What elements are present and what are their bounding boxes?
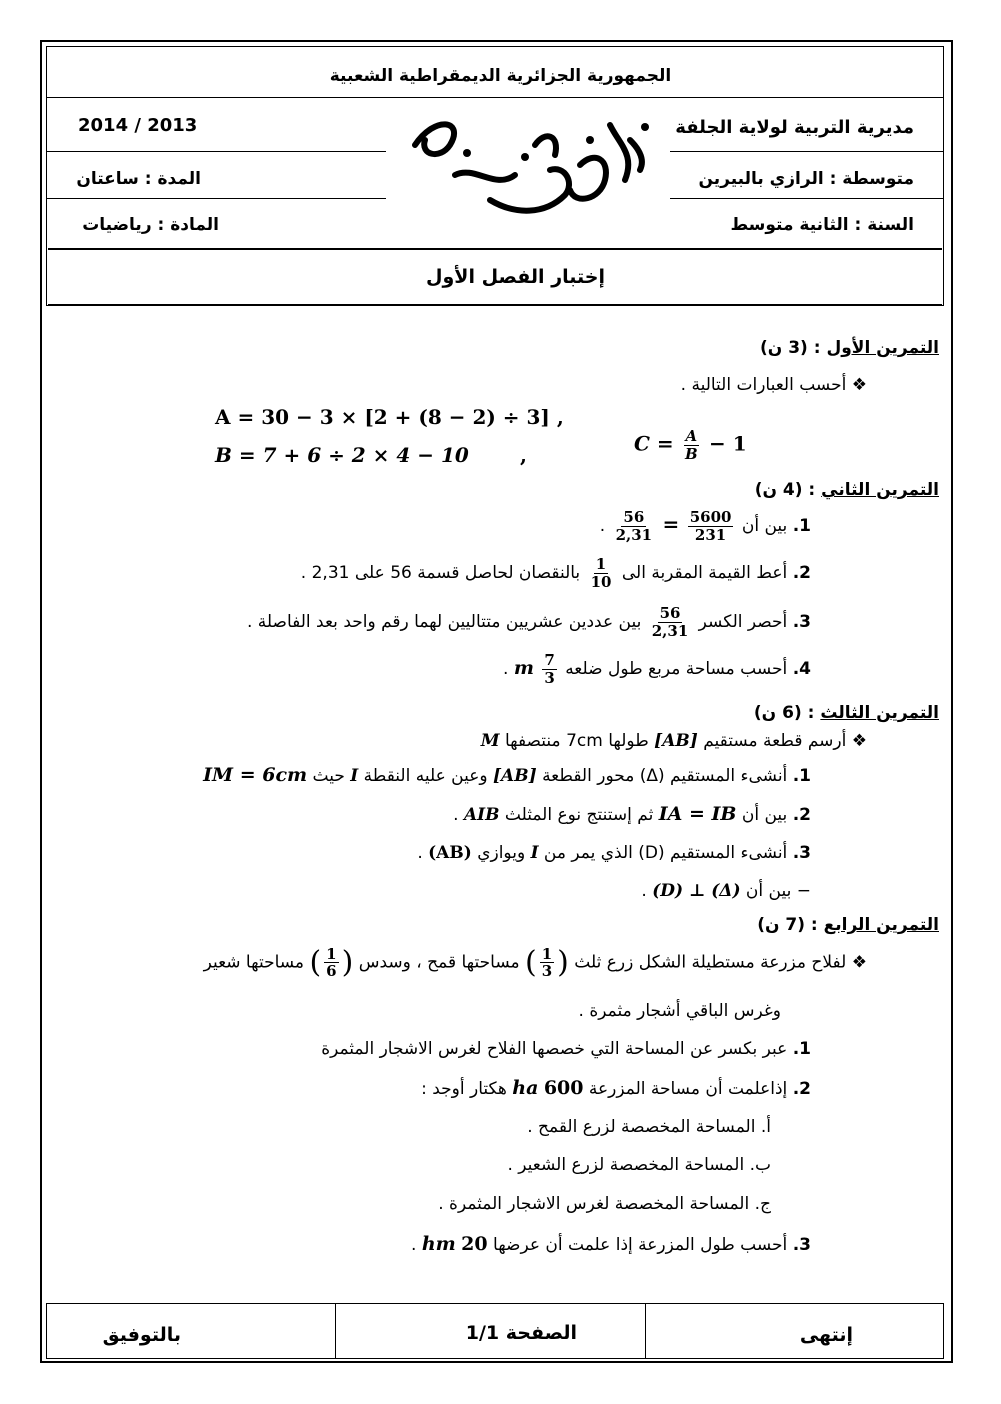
fraction-num: 7	[544, 651, 555, 669]
exercise-2-label: التمرين الثاني	[821, 480, 939, 500]
q2-text-b: بالنقصان لحاصل قسمة 56 على 2,31 .	[300, 563, 581, 583]
exercise-4-label: التمرين الرابع	[823, 915, 939, 935]
exercise-1-title	[760, 338, 939, 358]
q1-text-a: أنشىء المستقيم (Δ) محور القطعة	[542, 766, 788, 786]
fraction-num: 56	[623, 508, 645, 526]
fraction-1-6	[324, 946, 338, 980]
expression-c-lhs: C =	[634, 431, 674, 456]
school-logo-calligraphy	[395, 105, 660, 230]
fraction-den: B	[685, 444, 698, 463]
line-ab: (AB)	[428, 843, 472, 863]
exercise-4-title	[757, 915, 939, 935]
exercise-3-q2	[453, 803, 811, 825]
fraction-1-3	[540, 946, 554, 980]
item-number: 3.	[792, 843, 811, 863]
item-letter: ج.	[754, 1194, 771, 1214]
header-divider-left-2	[46, 198, 386, 199]
period: .	[503, 659, 509, 679]
fraction-5600-231	[688, 509, 734, 543]
exercise-2-q3	[247, 605, 811, 639]
footer-divider-2	[645, 1303, 646, 1359]
header-divider-right-1	[670, 151, 944, 152]
exercise-4-q2	[421, 1077, 811, 1099]
segment-ab: [AB]	[654, 731, 698, 751]
fraction-den: 10	[590, 572, 612, 591]
period: .	[641, 881, 647, 901]
bullet-icon: ❖	[851, 731, 867, 751]
expression-c-rest: − 1	[709, 431, 747, 456]
item-number: 3.	[792, 1235, 811, 1255]
item-number: 1.	[792, 516, 811, 536]
fraction-num: 1	[326, 944, 337, 963]
item-letter: أ.	[760, 1117, 771, 1137]
fraction-num: 5600	[689, 508, 732, 526]
q2-text-a: بين أن	[741, 805, 788, 825]
perpendicular-relation: (Δ) ⊥ (D)	[652, 881, 741, 901]
exercise-3-title	[754, 703, 939, 723]
q1-text-c: حيث	[312, 766, 345, 786]
fraction-56-231	[650, 605, 691, 639]
area-unit: ha	[512, 1077, 539, 1099]
fraction-den: 2,31	[615, 525, 653, 544]
intro-text-c: مساحتها شعير	[203, 952, 305, 973]
period: .	[599, 516, 606, 536]
fraction-1-10	[589, 556, 614, 590]
q3-text-b: ويوازي	[477, 843, 526, 863]
exercise-2-points: : (4 ن)	[754, 480, 816, 500]
segment-ab: [AB]	[493, 766, 537, 786]
point-i: I	[530, 843, 539, 863]
school-year: 2014 / 2013	[78, 115, 198, 136]
q2-text-b: ثم إستنتج نوع المثلث	[504, 805, 654, 825]
item-number: 1.	[792, 766, 811, 786]
subject: المادة : رياضيات	[82, 215, 219, 235]
duration: المدة : ساعتان	[76, 169, 201, 189]
fraction-num: 56	[659, 604, 681, 622]
exercise-3-q1	[203, 764, 811, 786]
exercise-3-instruction	[481, 731, 867, 751]
directorate: مديرية التربية لولاية الجلفة	[675, 117, 914, 138]
header-divider-right-2	[670, 198, 944, 199]
period: .	[453, 805, 459, 825]
footer-divider-1	[335, 1303, 336, 1359]
footer-wish: بالتوفيق	[102, 1324, 181, 1346]
exercise-3-label: التمرين الثالث	[820, 703, 939, 723]
republic-title: الجمهورية الجزائرية الديمقراطية الشعبية	[329, 66, 672, 86]
qb-text: المساحة المخصصة لزرع الشعير .	[507, 1155, 745, 1175]
exercise-3-q3-sub	[641, 881, 811, 901]
header-divider-left-1	[46, 151, 386, 152]
q4-text: أحسب مساحة مربع طول ضلعه	[565, 659, 788, 679]
q1-text: بين أن	[741, 516, 788, 536]
exercise-3-points: : (6 ن)	[753, 703, 815, 723]
expression-separator: ,	[520, 443, 527, 467]
q2-text-b: هكتار أوجد :	[421, 1079, 507, 1099]
equation-ia-ib: IA = IB	[658, 803, 737, 825]
period: .	[417, 843, 423, 863]
instr-text-a: أرسم قطعة مستقيم	[703, 731, 847, 751]
item-letter: ب.	[749, 1155, 771, 1175]
exercise-1-instruction	[681, 375, 867, 395]
school-name: متوسطة : الرازي بالبيرين	[698, 169, 914, 189]
fraction-den: 2,31	[651, 621, 689, 640]
fraction-num: A	[685, 427, 698, 445]
item-number: 1.	[792, 1039, 811, 1059]
footer-page: الصفحة 1/1	[465, 1322, 577, 1344]
qc-text: المساحة المخصصة لغرس الاشجار المثمرة .	[438, 1194, 750, 1214]
equation-im: IM = 6cm	[203, 764, 308, 786]
fraction-56-231	[614, 509, 655, 543]
point-i: I	[350, 766, 359, 786]
instr-text-b: طولها 7cm منتصفها	[504, 731, 649, 751]
grade-level: السنة : الثانية متوسط	[730, 215, 914, 235]
exercise-4-qc	[438, 1194, 771, 1214]
fraction-num: 1	[595, 555, 607, 573]
q2-text-a: أعط القيمة المقربة الى	[621, 563, 788, 583]
q3-text-a: أنشىء المستقيم (D) الذي يمر من	[543, 843, 788, 863]
period: .	[411, 1235, 417, 1255]
exercise-4-q3	[411, 1233, 811, 1255]
expression-c	[634, 428, 747, 462]
footer-end: إنتهى	[799, 1324, 853, 1346]
q3-text: أحسب طول المزرعة إذا علمت أن عرضها	[493, 1235, 788, 1255]
intro-text-b: مساحتها قمح ، وسدس	[358, 952, 520, 973]
exercise-4-qb	[507, 1155, 771, 1175]
q1-text: عبر بكسر عن المساحة التي خصصها الفلاح لغرس الاشجار المثمرة	[321, 1039, 788, 1059]
fraction-den: 6	[326, 962, 337, 980]
q1-text-b: وعين عليه النقطة	[363, 766, 488, 786]
exercise-4-intro: ❖ لفلاح مزرعة مستطيلة الشكل زرع ثلث ( $\frac{1}{3}$ ) مساحتها قمح ، وسدس ( $\frac{1}{6}$ ) مساحتها شعير	[203, 944, 867, 980]
fraction-den: 3	[541, 962, 553, 980]
q3-text-a: أحصر الكسر	[698, 612, 788, 632]
fraction-num: 1	[541, 944, 553, 963]
item-number: 3.	[792, 612, 811, 632]
header-divider-1	[46, 97, 944, 98]
bullet-icon: ❖	[851, 952, 867, 973]
expression-b: B = 7 + 6 ÷ 2 × 4 − 10	[215, 443, 469, 467]
exam-title: إختبار الفصل الأول	[426, 266, 605, 288]
equals-sign: =	[662, 512, 680, 536]
exercise-2-q2	[301, 556, 811, 590]
item-number: 4.	[792, 659, 811, 679]
exercise-4-points: : (7 ن)	[757, 915, 818, 935]
q3-text-b: بين عددين عشريين متتاليين لهما رقم واحد بعد الفاصلة .	[246, 612, 642, 632]
width-value: 20	[461, 1233, 488, 1255]
width-unit: hm	[421, 1233, 456, 1255]
exercise-3-q3	[417, 843, 811, 863]
bullet-icon: ❖	[851, 375, 867, 395]
fraction-den: 3	[544, 668, 555, 687]
area-value: 600	[543, 1077, 584, 1099]
q3-sub-text: بين أن	[745, 881, 792, 901]
point-m: M	[480, 731, 500, 751]
exercise-2-q4	[503, 652, 811, 686]
exercise-4-qa	[527, 1117, 771, 1137]
expression-a: A = 30 − 3 × [2 + (8 − 2) ÷ 3] ,	[215, 405, 564, 429]
item-number: 2.	[792, 1079, 811, 1099]
exercise-2-q1	[600, 509, 811, 543]
exercise-1-points: : (3 ن)	[760, 338, 821, 358]
exercise-1-label: التمرين الأول	[826, 338, 939, 358]
intro-text-a: لفلاح مزرعة مستطيلة الشكل زرع ثلث	[574, 952, 847, 973]
fraction-den: 231	[694, 525, 727, 544]
fraction-a-over-b	[683, 428, 700, 462]
item-number: 2.	[792, 805, 811, 825]
item-number: 2.	[792, 563, 811, 583]
exercise-1-instruction-text: أحسب العبارات التالية .	[680, 375, 847, 395]
fraction-7-3	[542, 652, 556, 686]
triangle-aib: AIB	[463, 805, 500, 825]
q2-text-a: إذاعلمت أن مساحة المزرعة	[588, 1079, 788, 1099]
exercise-4-q1	[321, 1039, 811, 1059]
exercise-4-intro-line2: وغرس الباقي أشجار مثمرة .	[578, 1001, 781, 1021]
exercise-2-title	[755, 480, 939, 500]
qa-text: المساحة المخصصة لزرع القمح .	[527, 1117, 756, 1137]
dash: −	[796, 881, 811, 901]
unit-m: m	[513, 657, 534, 679]
